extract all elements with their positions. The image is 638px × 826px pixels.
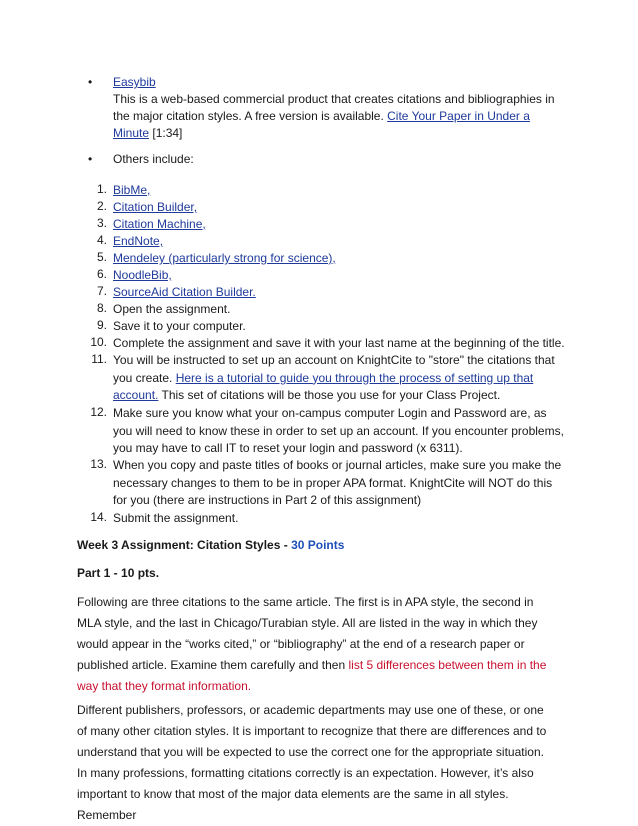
list-number: 1. — [96, 182, 107, 196]
list-item-apa: When you copy and paste titles of books or journal articles, make sure you make the necessary changes to them to be in proper APA format. KnightCite will NOT do this for you (there are instructions in Part 2 of this assignment) — [113, 458, 562, 507]
list-number: 2. — [96, 199, 107, 213]
bullet-marker: • — [88, 152, 93, 166]
list-number: 4. — [96, 233, 107, 247]
part-heading: Part 1 - 10 pts. — [77, 566, 160, 580]
list-number: 8. — [96, 301, 107, 315]
list-item-mendeley — [113, 250, 568, 268]
list-number: 11. — [91, 352, 107, 366]
video-duration: [1:34] — [149, 126, 183, 140]
week-points: 30 Points — [291, 538, 345, 552]
list-item-save: Save it to your computer. — [113, 319, 246, 333]
sourceaid-link[interactable]: SourceAid Citation Builder. — [113, 285, 256, 299]
list-number: 6. — [96, 267, 107, 281]
list-item-complete: Complete the assignment and save it with your last name at the beginning of the title. — [113, 336, 565, 350]
list-item-citation-builder — [113, 199, 568, 217]
knightcite-text-end: This set of citations will be those you use for your Class Project. — [158, 388, 501, 402]
knightcite-text: You will be instructed to set up an account on KnightCite to "store" the citations that you create. — [113, 353, 555, 385]
paragraph-citations-instruction: list 5 differences between them in the way that they format information. — [77, 658, 547, 693]
list-number: 12. — [90, 405, 107, 419]
tutorial-link[interactable]: Here is a tutorial to guide you through the process of setting up that account. — [113, 370, 534, 402]
paragraph-citations — [77, 592, 557, 697]
week-heading — [77, 538, 344, 552]
citation-builder-link[interactable]: Citation Builder, — [113, 200, 198, 214]
list-number: 7. — [96, 284, 107, 298]
mendeley-link[interactable]: Mendeley (particularly strong for science), — [113, 251, 336, 265]
bibme-link[interactable]: BibMe, — [113, 183, 151, 197]
list-item-open: Open the assignment. — [113, 302, 231, 316]
endnote-link[interactable]: EndNote, — [113, 234, 164, 248]
list-item-submit: Submit the assignment. — [113, 511, 239, 525]
paragraph-styles: Different publishers, professors, or academic departments may use one of these, or one of many other citation styles. It is important to recognize that there are differences and to understand that you will be expected to use the correct one for the appropriate situation. In many professions, formatting citations correctly is an expectation. However, it’s also important to know that most of the major data elements are the same in all styles. Remember — [77, 703, 547, 822]
list-item-knightcite — [113, 352, 568, 405]
list-item-noodlebib — [113, 267, 568, 285]
list-number: 14. — [90, 510, 107, 524]
bullet-marker: • — [88, 75, 93, 89]
list-number: 3. — [96, 216, 107, 230]
bullet-item-easybib — [113, 74, 563, 142]
cite-paper-link[interactable]: Cite Your Paper in Under a Minute — [113, 109, 530, 140]
easybib-link[interactable]: Easybib — [113, 75, 156, 89]
list-number: 10. — [90, 335, 107, 349]
noodlebib-link[interactable]: NoodleBib, — [113, 268, 172, 282]
list-item-bibme — [113, 182, 568, 200]
paragraph-citations-text: Following are three citations to the same article. The first is in APA style, the second in MLA style, and the last in Chicago/Turabian style. All are listed in the way in which they would appear in the “works cited,” or “bibliography” at the end of a research paper or published article. Examine them carefully and then — [77, 595, 538, 672]
bullet-item-others: Others include: — [113, 152, 194, 166]
list-item-endnote — [113, 233, 568, 251]
list-number: 9. — [96, 318, 107, 332]
citation-machine-link[interactable]: Citation Machine, — [113, 217, 206, 231]
list-item-login: Make sure you know what your on-campus computer Login and Password are, as you will need to know these in order to set up an account. If you encounter problems, you may have to call IT to reset your login and password (x 6311). — [113, 406, 564, 455]
list-item-citation-machine — [113, 216, 568, 234]
list-number: 5. — [96, 250, 107, 264]
week-heading-text: Week 3 Assignment: Citation Styles - — [77, 538, 292, 552]
list-item-sourceaid — [113, 284, 568, 302]
easybib-description: This is a web-based commercial product that creates citations and bibliographies in the major citation styles. A free version is available. — [113, 92, 555, 123]
list-number: 13. — [90, 457, 107, 471]
